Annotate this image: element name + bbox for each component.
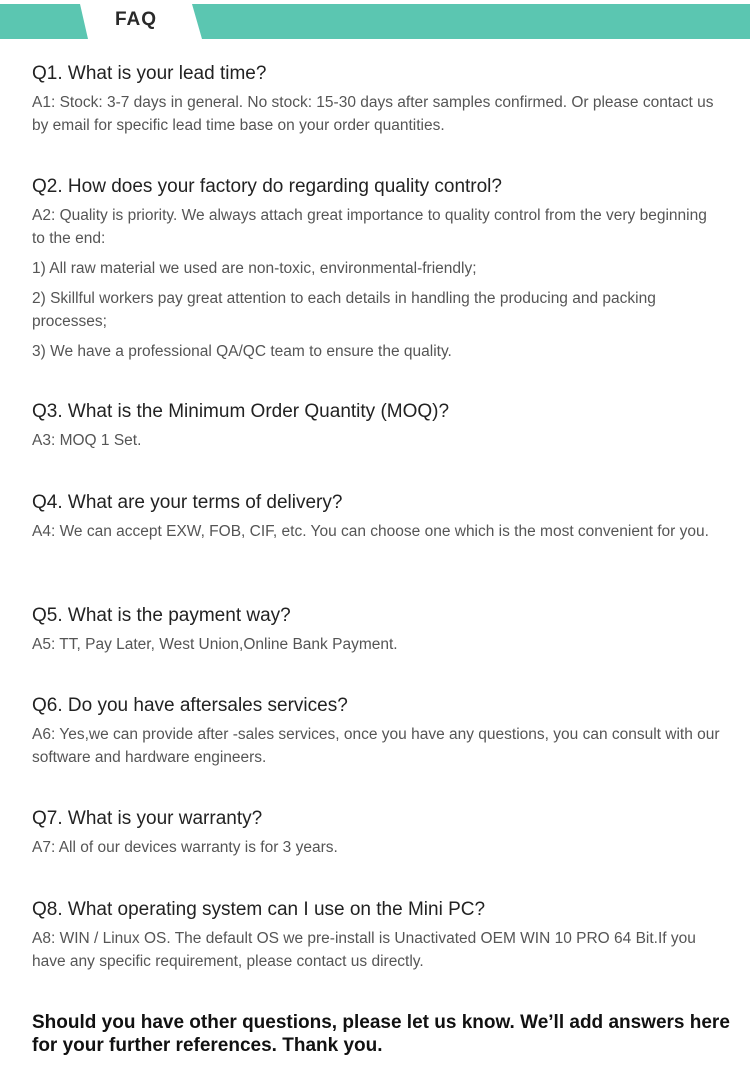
faq-list [32, 62, 722, 973]
faq-item-q8 [32, 898, 722, 973]
header-banner-shape [0, 4, 750, 39]
faq-header-bar [0, 4, 750, 39]
faq-answer: A8: WIN / Linux OS. The default OS we pre-install is Unactivated OEM WIN 10 PRO 64 Bit.If you have any specific requirement, please contact us directly. [32, 930, 696, 970]
faq-answer-point: 1) All raw material we used are non-toxic, environmental-friendly; [32, 260, 477, 277]
faq-answer: A4: We can accept EXW, FOB, CIF, etc. You can choose one which is the most convenient for you. [32, 523, 709, 540]
faq-item-q1 [32, 62, 722, 175]
faq-question: Q7. What is your warranty? [32, 808, 263, 829]
faq-answer-point: 2) Skillful workers pay great attention to each details in handling the producing and packing processes; [32, 290, 656, 330]
closing-message: Should you have other questions, please let us know. We’ll add answers here for your further references. Thank you. [32, 1012, 730, 1056]
faq-item-q5 [32, 604, 722, 694]
page-title: FAQ [115, 9, 158, 30]
faq-item-q6 [32, 694, 722, 807]
faq-question: Q5. What is the payment way? [32, 605, 291, 626]
faq-question: Q8. What operating system can I use on the Mini PC? [32, 899, 486, 920]
faq-question: Q6. Do you have aftersales services? [32, 695, 348, 716]
faq-item-q3 [32, 400, 722, 491]
faq-item-q2 [32, 175, 722, 400]
faq-question: Q1. What is your lead time? [32, 63, 267, 84]
faq-item-q7 [32, 807, 722, 898]
faq-answer: A7: All of our devices warranty is for 3 years. [32, 839, 338, 856]
faq-answer: A1: Stock: 3-7 days in general. No stock: 15-30 days after samples confirmed. Or please contact us by email for specific lead time base on your order quantities. [32, 94, 714, 134]
faq-question: Q4. What are your terms of delivery? [32, 492, 343, 513]
faq-question: Q2. How does your factory do regarding quality control? [32, 176, 502, 197]
faq-answer: A6: Yes,we can provide after -sales services, once you have any questions, you can consult with our software and hardware engineers. [32, 726, 720, 766]
faq-item-q4 [32, 491, 722, 604]
faq-question: Q3. What is the Minimum Order Quantity (MOQ)? [32, 401, 450, 422]
faq-answer-point: 3) We have a professional QA/QC team to ensure the quality. [32, 343, 452, 360]
faq-answer: A2: Quality is priority. We always attach great importance to quality control from the very beginning to the end: [32, 207, 707, 247]
faq-answer: A5: TT, Pay Later, West Union,Online Bank Payment. [32, 636, 398, 653]
faq-answer: A3: MOQ 1 Set. [32, 432, 142, 449]
